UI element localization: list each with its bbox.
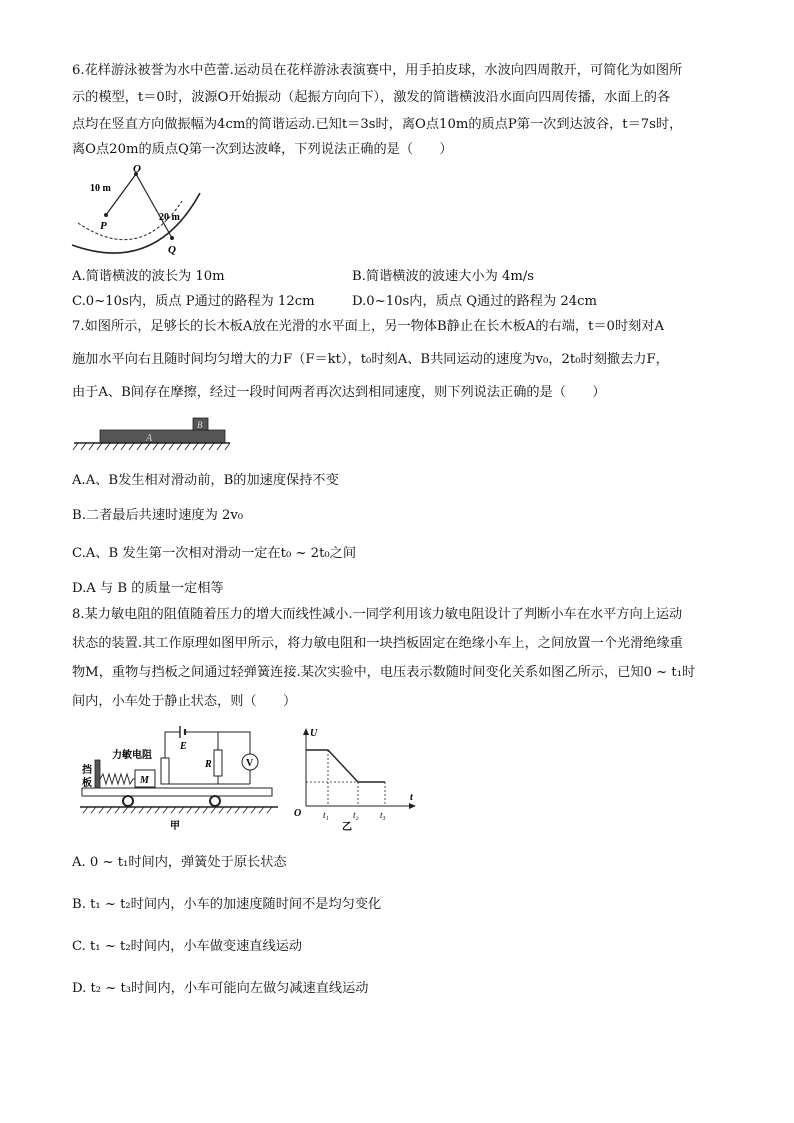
q8-label-t2: t₂	[353, 810, 359, 820]
q6-option-c[interactable]: C.0~10s内，质点 P通过的路程为 12cm	[72, 294, 315, 309]
q6-label-10m: 10 m	[90, 183, 111, 194]
q7-line-2: 施加水平向右且随时间均匀增大的力F（F＝kt），t₀时刻A、B共同运动的速度为v₀，2t₀时刻撤去力F，	[72, 352, 669, 367]
q8-label-r: R	[205, 759, 212, 770]
q8-option-b[interactable]: B. t₁ ~ t₂时间内，小车的加速度随时间不是均匀变化	[72, 897, 382, 912]
q8-label-t: t	[410, 792, 413, 803]
q8-label-v: V	[246, 758, 254, 769]
q8-label-jia: 甲	[170, 821, 180, 832]
q7-option-b[interactable]: B.二者最后共速时速度为 2v₀	[72, 508, 244, 523]
q8-label-baffle-1: 挡	[82, 765, 92, 776]
q6-line-1: 6.花样游泳被誉为水中芭蕾.运动员在花样游泳表演赛中，用手拍皮球，水波向四周散开，可简化为如图所	[72, 63, 683, 78]
q8-label-sensor: 力敏电阻	[112, 750, 152, 761]
q8-option-d[interactable]: D. t₂ ~ t₃时间内，小车可能向左做匀减速直线运动	[72, 981, 369, 996]
q6-label-p: P	[100, 220, 107, 232]
q6-line-4: 离O点20m的质点Q第一次到达波峰，下列说法正确的是（ ）	[72, 142, 453, 157]
q6-option-a[interactable]: A.简谐横波的波长为 10m	[72, 269, 225, 284]
q8-label-e: E	[180, 741, 187, 752]
q7-option-a[interactable]: A.A、B发生相对滑动前，B的加速度保持不变	[72, 473, 339, 488]
q8-label-t1: t₁	[323, 810, 329, 820]
q7-option-d[interactable]: D.A 与 B 的质量一定相等	[72, 581, 224, 596]
q6-label-q: Q	[168, 244, 176, 256]
q8-figure-jia	[80, 722, 280, 837]
q6-option-b[interactable]: B.简谐横波的波速大小为 4m/s	[352, 269, 535, 284]
q8-line-1: 8.某力敏电阻的阻值随着压力的增大而线性减小.一同学利用该力敏电阻设计了判断小车在水平方向上运动	[72, 607, 683, 622]
q8-figure-yi	[290, 724, 420, 834]
q8-line-3: 物M，重物与挡板之间通过轻弹簧连接.某次实验中，电压表示数随时间变化关系如图乙所示，已知0 ~ t₁时	[72, 665, 696, 680]
q8-line-2: 状态的装置.其工作原理如图甲所示，将力敏电阻和一块挡板固定在绝缘小车上，之间放置一个光滑绝缘重	[72, 636, 683, 651]
q7-line-1: 7.如图所示，足够长的长木板A放在光滑的水平面上，另一物体B静止在长木板A的右端，t＝0时刻对A	[72, 319, 665, 334]
q8-label-baffle-2: 板	[82, 778, 92, 789]
q8-line-4: 间内，小车处于静止状态，则（ ）	[72, 694, 297, 709]
q8-label-yi: 乙	[342, 822, 352, 833]
q8-option-c[interactable]: C. t₁ ~ t₂时间内，小车做变速直线运动	[72, 939, 303, 954]
q7-board-figure	[72, 414, 232, 454]
q8-label-t3: t₃	[380, 810, 386, 820]
q7-option-c[interactable]: C.A、B 发生第一次相对滑动一定在t₀ ~ 2t₀之间	[72, 546, 357, 561]
q6-label-o: O	[133, 165, 141, 175]
q8-option-a[interactable]: A. 0 ~ t₁时间内，弹簧处于原长状态	[72, 855, 287, 870]
q7-label-b: B	[197, 420, 203, 430]
q6-line-2: 示的模型，t＝0时，波源O开始振动（起振方向向下），激发的简谐横波沿水面向四周传播，水面上的各	[72, 90, 671, 105]
q8-label-o: O	[294, 808, 302, 819]
q6-wave-figure	[70, 165, 210, 260]
q7-line-3: 由于A、B间存在摩擦，经过一段时间两者再次达到相同速度，则下列说法正确的是（ ）	[72, 385, 606, 400]
q7-label-a: A	[146, 433, 153, 444]
q6-option-d[interactable]: D.0~10s内，质点 Q通过的路程为 24cm	[352, 294, 598, 309]
q6-line-3: 点均在竖直方向做振幅为4cm的简谐运动.已知t＝3s时，离O点10m的质点P第一次到达波谷，t＝7s时，	[72, 117, 683, 132]
q6-label-20m: 20 m	[159, 212, 180, 223]
q8-label-u: U	[310, 728, 318, 739]
q8-label-m: M	[140, 775, 149, 786]
